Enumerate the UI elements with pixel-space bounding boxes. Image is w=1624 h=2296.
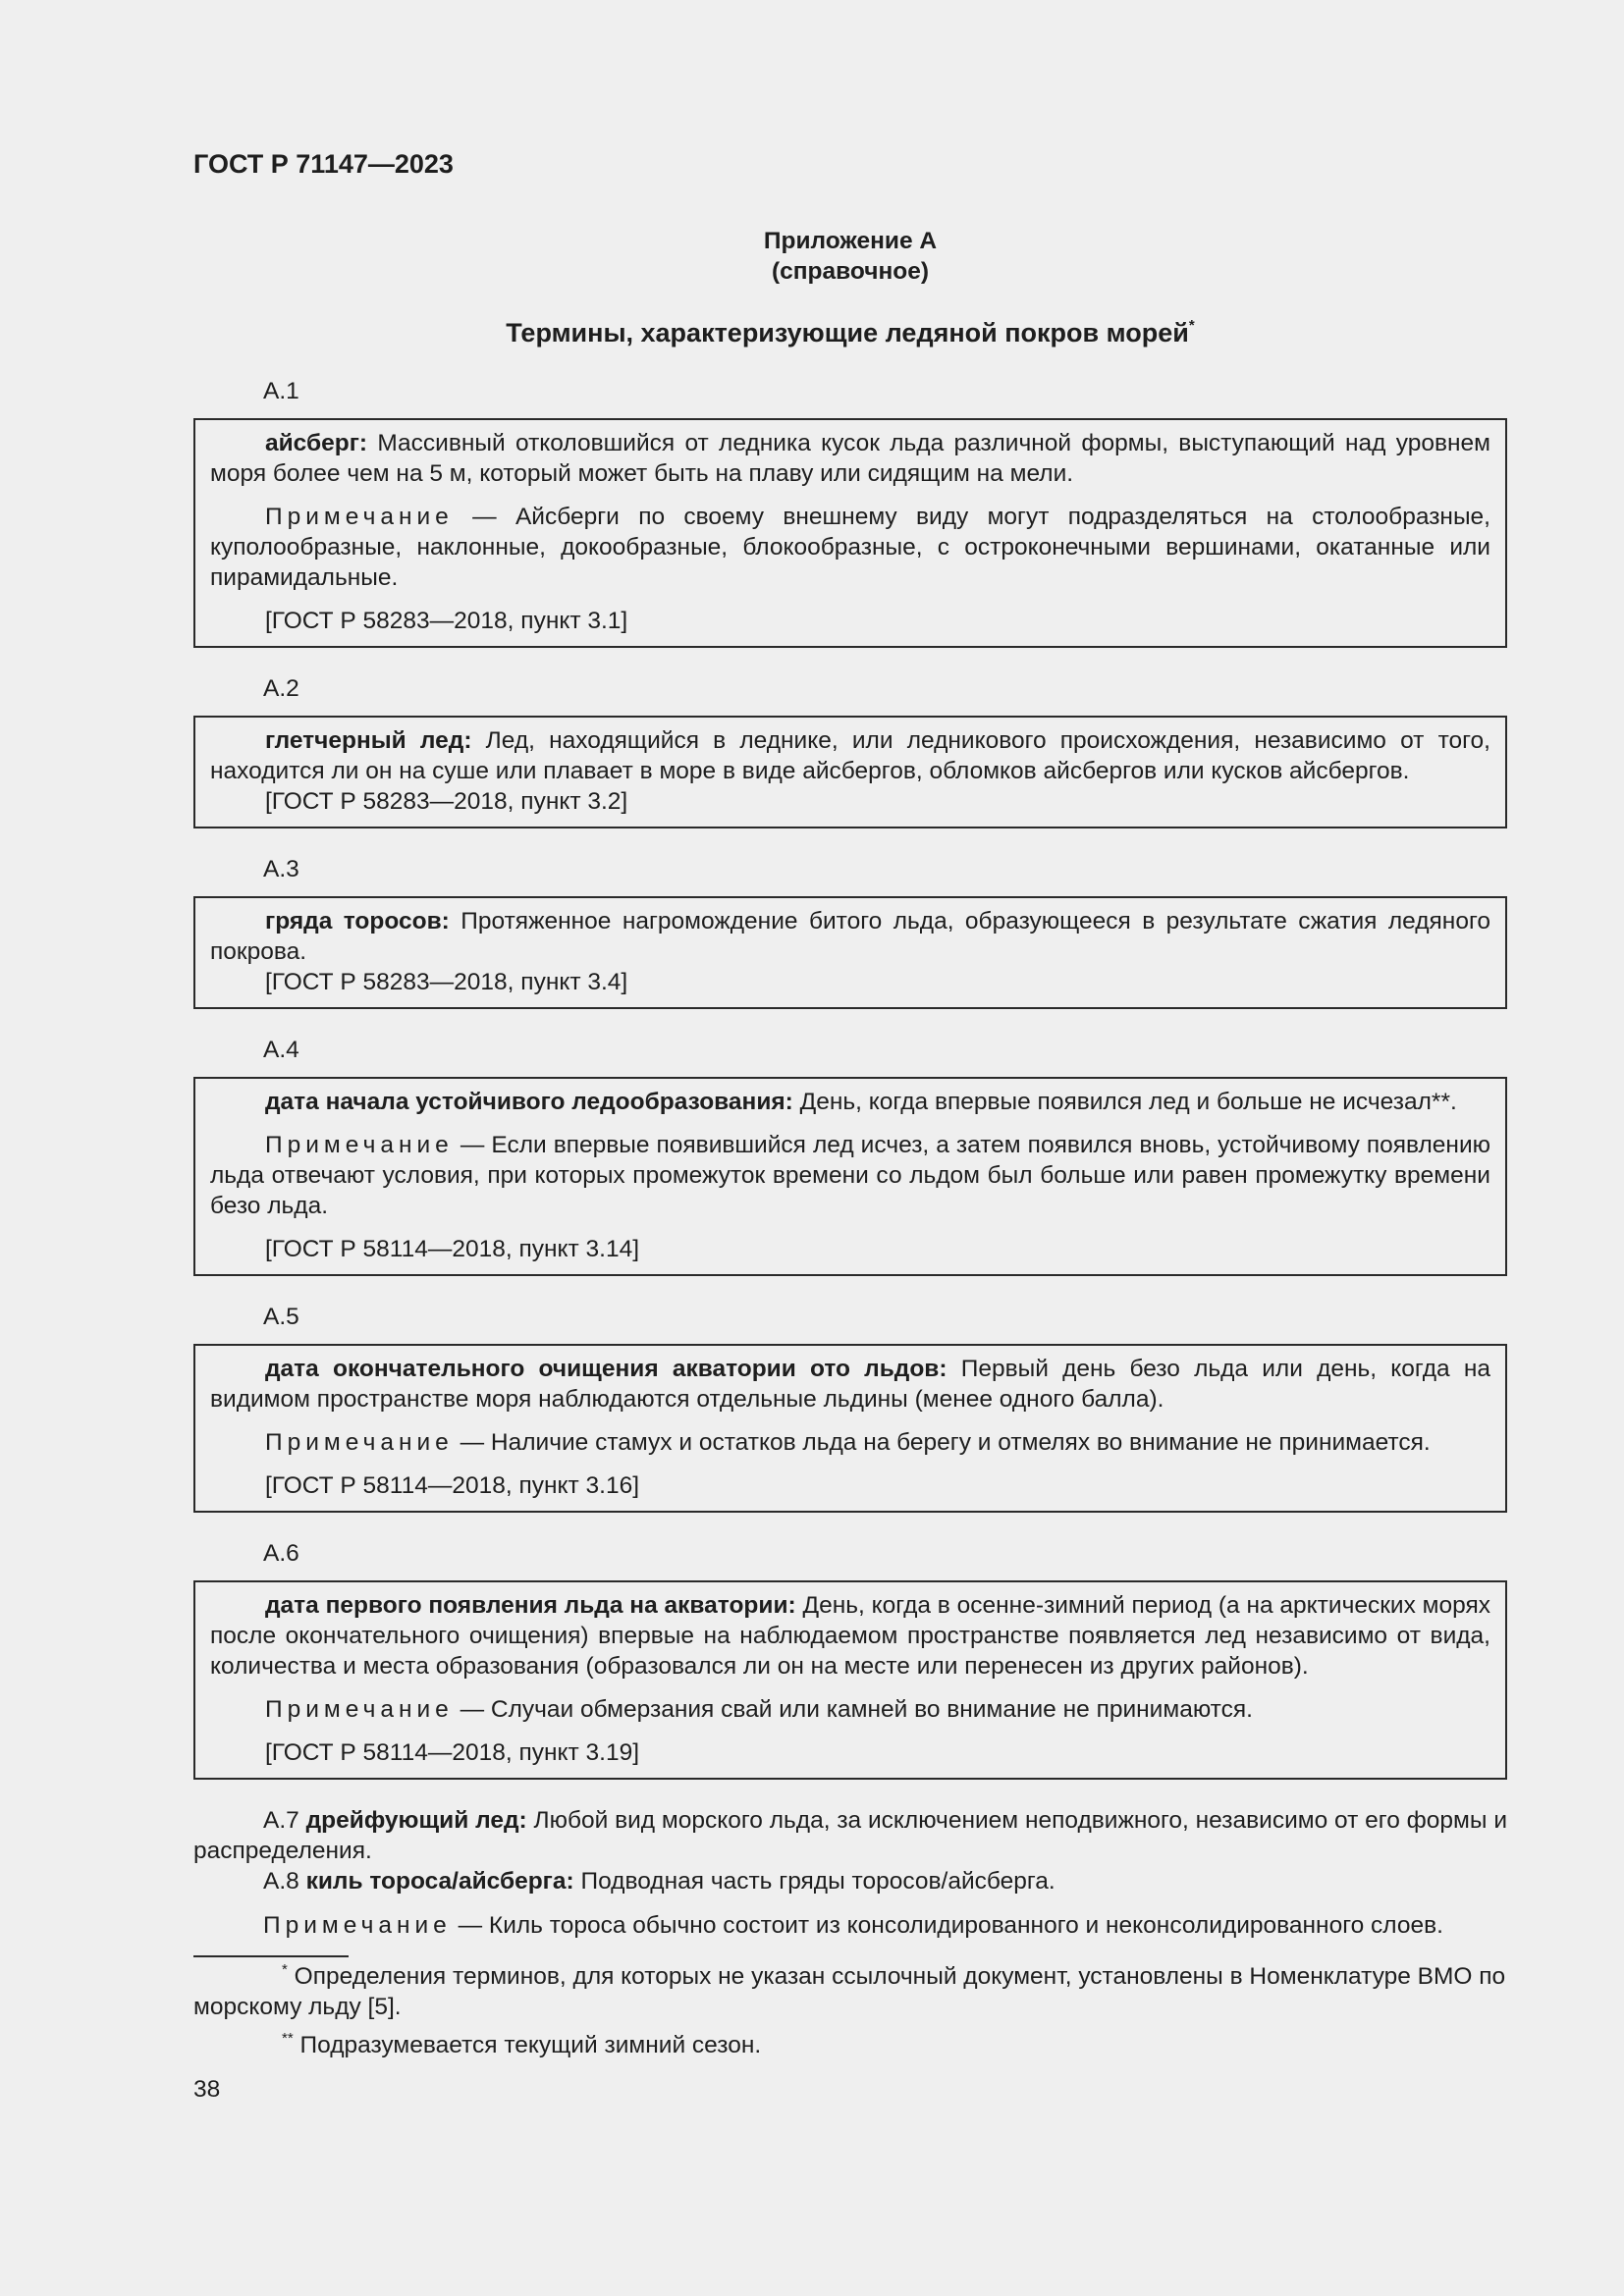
entry-number: А.8 bbox=[263, 1868, 299, 1895]
annex-type: (справочное) bbox=[771, 258, 930, 285]
term-definition bbox=[210, 428, 1490, 489]
term-note bbox=[193, 1910, 1507, 1941]
definition-text: Протяженное нагромождение битого льда, образующееся в результате сжатия ледяного покрова. bbox=[210, 908, 1490, 965]
definition-text: Массивный отколовшийся от ледника кусок льда различной формы, выступающий над уровнем моря более чем на 5 м, который может быть на плаву или сидящим на мели. bbox=[210, 430, 1490, 487]
term-name: дата первого появления льда на акватории: bbox=[265, 1592, 796, 1619]
term-note bbox=[210, 502, 1490, 593]
definition-text: Лед, находящийся в леднике, или ледникового происхождения, независимо от того, находится ли он на суше или плавает в море в виде айсбергов, обломков айсбергов или кусков айсбергов. bbox=[210, 727, 1490, 784]
term-entries bbox=[193, 376, 1507, 1941]
note-text: — Если впервые появившийся лед исчез, а затем появился вновь, устойчивому появлению льда отвечают условия, при которых промежуток времени со льдом был больше или равен промежутку времени безо льда. bbox=[210, 1132, 1490, 1219]
term-source: [ГОСТ Р 58114—2018, пункт 3.19] bbox=[265, 1739, 640, 1766]
term-box bbox=[193, 1077, 1507, 1276]
term-name: глетчерный лед: bbox=[265, 727, 472, 754]
term-name: дата окончательного очищения акватории ото льдов: bbox=[265, 1356, 947, 1382]
term-box bbox=[193, 418, 1507, 648]
footnote bbox=[193, 2030, 1507, 2060]
entry-number: А.5 bbox=[263, 1304, 299, 1330]
entry-number: А.1 bbox=[263, 378, 299, 404]
note-text: — Киль тороса обычно состоит из консолидированного и неконсолидированного слоев. bbox=[451, 1912, 1443, 1939]
term-source: [ГОСТ Р 58283—2018, пункт 3.4] bbox=[265, 969, 628, 995]
footnote-divider bbox=[193, 1955, 349, 1957]
definition-text: Любой вид морского льда, за исключением неподвижного, независимо от его формы и распределения. bbox=[193, 1807, 1507, 1864]
annex-label: Приложение А bbox=[763, 228, 938, 254]
term-source: [ГОСТ Р 58283—2018, пункт 3.1] bbox=[265, 608, 628, 634]
term-source: [ГОСТ Р 58114—2018, пункт 3.16] bbox=[265, 1472, 640, 1499]
term-source: [ГОСТ Р 58283—2018, пункт 3.2] bbox=[265, 788, 628, 815]
term-note bbox=[210, 1694, 1490, 1725]
page-number: 38 bbox=[193, 2076, 221, 2103]
note-label: Примечание bbox=[265, 1132, 454, 1158]
term-definition bbox=[210, 725, 1490, 786]
definition-text: Первый день безо льда или день, когда на видимом пространстве моря наблюдаются отдельные льдины (менее одного балла). bbox=[210, 1356, 1490, 1413]
term-name: айсберг: bbox=[265, 430, 368, 456]
term-box bbox=[193, 1344, 1507, 1513]
term-entry-a8 bbox=[193, 1866, 1507, 1896]
term-definition bbox=[210, 1087, 1490, 1117]
note-label: Примечание bbox=[265, 1429, 454, 1456]
definition-text: День, когда впервые появился лед и больше не исчезал**. bbox=[792, 1089, 1457, 1115]
term-source: [ГОСТ Р 58114—2018, пункт 3.14] bbox=[265, 1236, 640, 1262]
annex-title-text: Термины, характеризующие ледяной покров морей bbox=[506, 318, 1189, 347]
entry-number: А.4 bbox=[263, 1037, 299, 1063]
term-box bbox=[193, 896, 1507, 1009]
entry-number: А.6 bbox=[263, 1540, 299, 1567]
entry-number: А.3 bbox=[263, 856, 299, 882]
term-name: гряда торосов: bbox=[265, 908, 450, 934]
definition-text: День, когда в осенне-зимний период (а на арктических морях после окончательного очищения) впервые на наблюдаемом пространстве появляется лед независимо от вида, количества и места образования (образовался ли он на месте или перенесен из других районов). bbox=[210, 1592, 1491, 1680]
term-name: дата начала устойчивого ледообразования: bbox=[265, 1089, 793, 1115]
footnote-text: Определения терминов, для которых не указан ссылочный документ, установлены в Номенклатуре ВМО по морскому льду [5]. bbox=[193, 1963, 1506, 2020]
term-note bbox=[210, 1427, 1490, 1458]
note-label: Примечание bbox=[265, 1696, 454, 1723]
footnotes bbox=[193, 1961, 1507, 2060]
term-definition bbox=[210, 906, 1490, 967]
document-id: ГОСТ Р 71147—2023 bbox=[193, 149, 454, 179]
term-note bbox=[210, 1130, 1490, 1221]
annex-title-footnote-mark: * bbox=[1188, 317, 1195, 334]
entry-number: А.2 bbox=[263, 675, 299, 702]
annex-title bbox=[193, 316, 1507, 349]
term-box bbox=[193, 1580, 1507, 1780]
footnote-mark: ** bbox=[282, 2030, 294, 2047]
footnote-text: Подразумевается текущий зимний сезон. bbox=[293, 2032, 762, 2058]
entry-number: А.7 bbox=[263, 1807, 299, 1834]
term-name: киль тороса/айсберга: bbox=[305, 1868, 574, 1895]
note-text: — Айсберги по своему внешнему виду могут подразделяться на столообразные, куполообразные, наклонные, докообразные, блокообразные, с остроконечными вершинами, окатанные или пирамидальные. bbox=[210, 504, 1490, 591]
plain-entries bbox=[193, 1805, 1507, 1941]
definition-text: Подводная часть гряды торосов/айсберга. bbox=[573, 1868, 1056, 1895]
footnote bbox=[193, 1961, 1507, 2022]
note-text: — Случаи обмерзания свай или камней во внимание не принимаются. bbox=[453, 1696, 1253, 1723]
note-label: Примечание bbox=[265, 504, 454, 530]
term-definition bbox=[210, 1590, 1490, 1682]
annex-heading bbox=[193, 226, 1507, 287]
term-name: дрейфующий лед: bbox=[305, 1807, 527, 1834]
term-definition bbox=[210, 1354, 1490, 1415]
note-label: Примечание bbox=[263, 1912, 452, 1939]
note-text: — Наличие стамух и остатков льда на берегу и отмелях во внимание не принимается. bbox=[453, 1429, 1431, 1456]
footnote-mark: * bbox=[282, 1961, 288, 1978]
term-box bbox=[193, 716, 1507, 828]
term-entry-a7 bbox=[193, 1805, 1507, 1866]
